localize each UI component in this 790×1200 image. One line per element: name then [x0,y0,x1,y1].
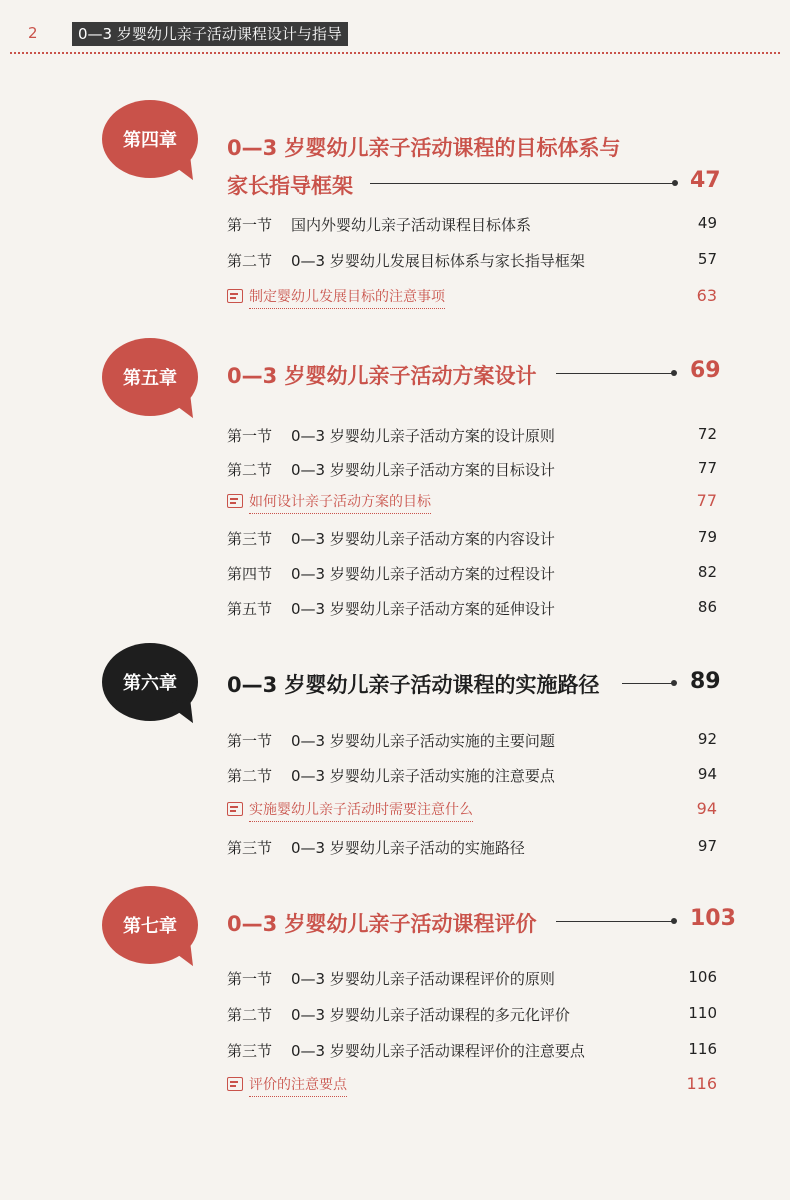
section-title: 0—3 岁婴幼儿亲子活动方案的设计原则 [291,427,555,445]
running-header [0,22,790,48]
page-ref: 86 [697,598,717,616]
section-title: 0—3 岁婴幼儿发展目标体系与家长指导框架 [291,252,585,270]
section-number: 第五节 [227,600,273,618]
chapter-title[interactable]: 0—3 岁婴幼儿亲子活动方案设计 [227,364,537,388]
section-title: 0—3 岁婴幼儿亲子活动方案的延伸设计 [291,600,555,618]
section-title: 0—3 岁婴幼儿亲子活动方案的过程设计 [291,565,555,583]
section-title: 0—3 岁婴幼儿亲子活动实施的注意要点 [291,767,555,785]
tip-entry[interactable] [227,1074,717,1100]
page-ref: 92 [697,730,717,748]
page-ref: 77 [697,459,717,477]
page-ref: 94 [697,765,717,783]
page-ref: 116 [688,1040,717,1058]
chapter-title[interactable]: 0—3 岁婴幼儿亲子活动课程的实施路径 [227,673,600,697]
tip-title: 如何设计亲子活动方案的目标 [249,491,431,514]
page-ref: 79 [697,528,717,546]
page-ref: 110 [688,1004,717,1022]
section-number: 第一节 [227,216,273,234]
tip-title: 制定婴幼儿发展目标的注意事项 [249,286,445,309]
toc-entry[interactable] [227,968,717,992]
section-number: 第四节 [227,565,273,583]
section-number: 第二节 [227,1006,273,1024]
page-ref: 106 [688,968,717,986]
page-ref: 94 [696,799,717,818]
chapter-title[interactable]: 0—3 岁婴幼儿亲子活动课程评价 [227,912,537,936]
leader-line [556,921,674,922]
section-title: 0—3 岁婴幼儿亲子活动实施的主要问题 [291,732,555,750]
section-title: 0—3 岁婴幼儿亲子活动方案的目标设计 [291,461,555,479]
leader-line [622,683,674,684]
section-title: 0—3 岁婴幼儿亲子活动课程评价的注意要点 [291,1042,585,1060]
chapter-badge [102,338,198,416]
toc-entry[interactable] [227,425,717,449]
page-ref: 77 [696,491,717,510]
page-ref: 82 [697,563,717,581]
toc-entry[interactable] [227,765,717,789]
chapter-label: 第六章 [123,673,177,694]
toc-entry[interactable] [227,1004,717,1028]
chapter-page[interactable]: 69 [690,358,721,383]
section-title: 0—3 岁婴幼儿亲子活动方案的内容设计 [291,530,555,548]
section-number: 第一节 [227,427,273,445]
page-number: 2 [28,24,38,42]
note-icon [227,289,243,303]
chapter-page[interactable]: 89 [690,669,721,694]
tip-entry[interactable] [227,286,717,312]
section-number: 第二节 [227,252,273,270]
section-number: 第三节 [227,530,273,548]
toc-entry[interactable] [227,250,717,274]
section-number: 第二节 [227,767,273,785]
chapter-page[interactable]: 103 [690,906,736,931]
section-number: 第三节 [227,839,273,857]
page-ref: 72 [697,425,717,443]
note-icon [227,802,243,816]
toc-entry[interactable] [227,598,717,622]
note-icon [227,494,243,508]
chapter-label: 第四章 [123,130,177,151]
chapter-badge [102,643,198,721]
toc-entry[interactable] [227,837,717,861]
section-number: 第一节 [227,970,273,988]
chapter-title-line2[interactable]: 家长指导框架 [227,174,353,198]
section-number: 第三节 [227,1042,273,1060]
toc-entry[interactable] [227,459,717,483]
page-ref: 63 [696,286,717,305]
page-ref: 57 [697,250,717,268]
toc-entry[interactable] [227,1040,717,1064]
chapter-badge [102,886,198,964]
chapter-page[interactable]: 47 [690,168,721,193]
section-title: 0—3 岁婴幼儿亲子活动课程评价的原则 [291,970,555,988]
tip-title: 实施婴幼儿亲子活动时需要注意什么 [249,799,473,822]
book-title: 0—3 岁婴幼儿亲子活动课程设计与指导 [72,22,348,46]
chapter-badge [102,100,198,178]
chapter-label: 第七章 [123,916,177,937]
chapter-label: 第五章 [123,368,177,389]
tip-title: 评价的注意要点 [249,1074,347,1097]
section-title: 国内外婴幼儿亲子活动课程目标体系 [291,216,532,234]
section-title: 0—3 岁婴幼儿亲子活动课程的多元化评价 [291,1006,570,1024]
tip-entry[interactable] [227,799,717,825]
toc-entry[interactable] [227,214,717,238]
page-ref: 116 [686,1074,717,1093]
page-ref: 97 [697,837,717,855]
note-icon [227,1077,243,1091]
toc-entry[interactable] [227,528,717,552]
leader-line [370,183,675,184]
leader-line [556,373,674,374]
page-ref: 49 [697,214,717,232]
header-divider [10,52,780,54]
section-title: 0—3 岁婴幼儿亲子活动的实施路径 [291,839,525,857]
section-number: 第一节 [227,732,273,750]
section-number: 第二节 [227,461,273,479]
tip-entry[interactable] [227,491,717,517]
toc-entry[interactable] [227,730,717,754]
toc-entry[interactable] [227,563,717,587]
chapter-title[interactable]: 0—3 岁婴幼儿亲子活动课程的目标体系与 [227,136,621,160]
